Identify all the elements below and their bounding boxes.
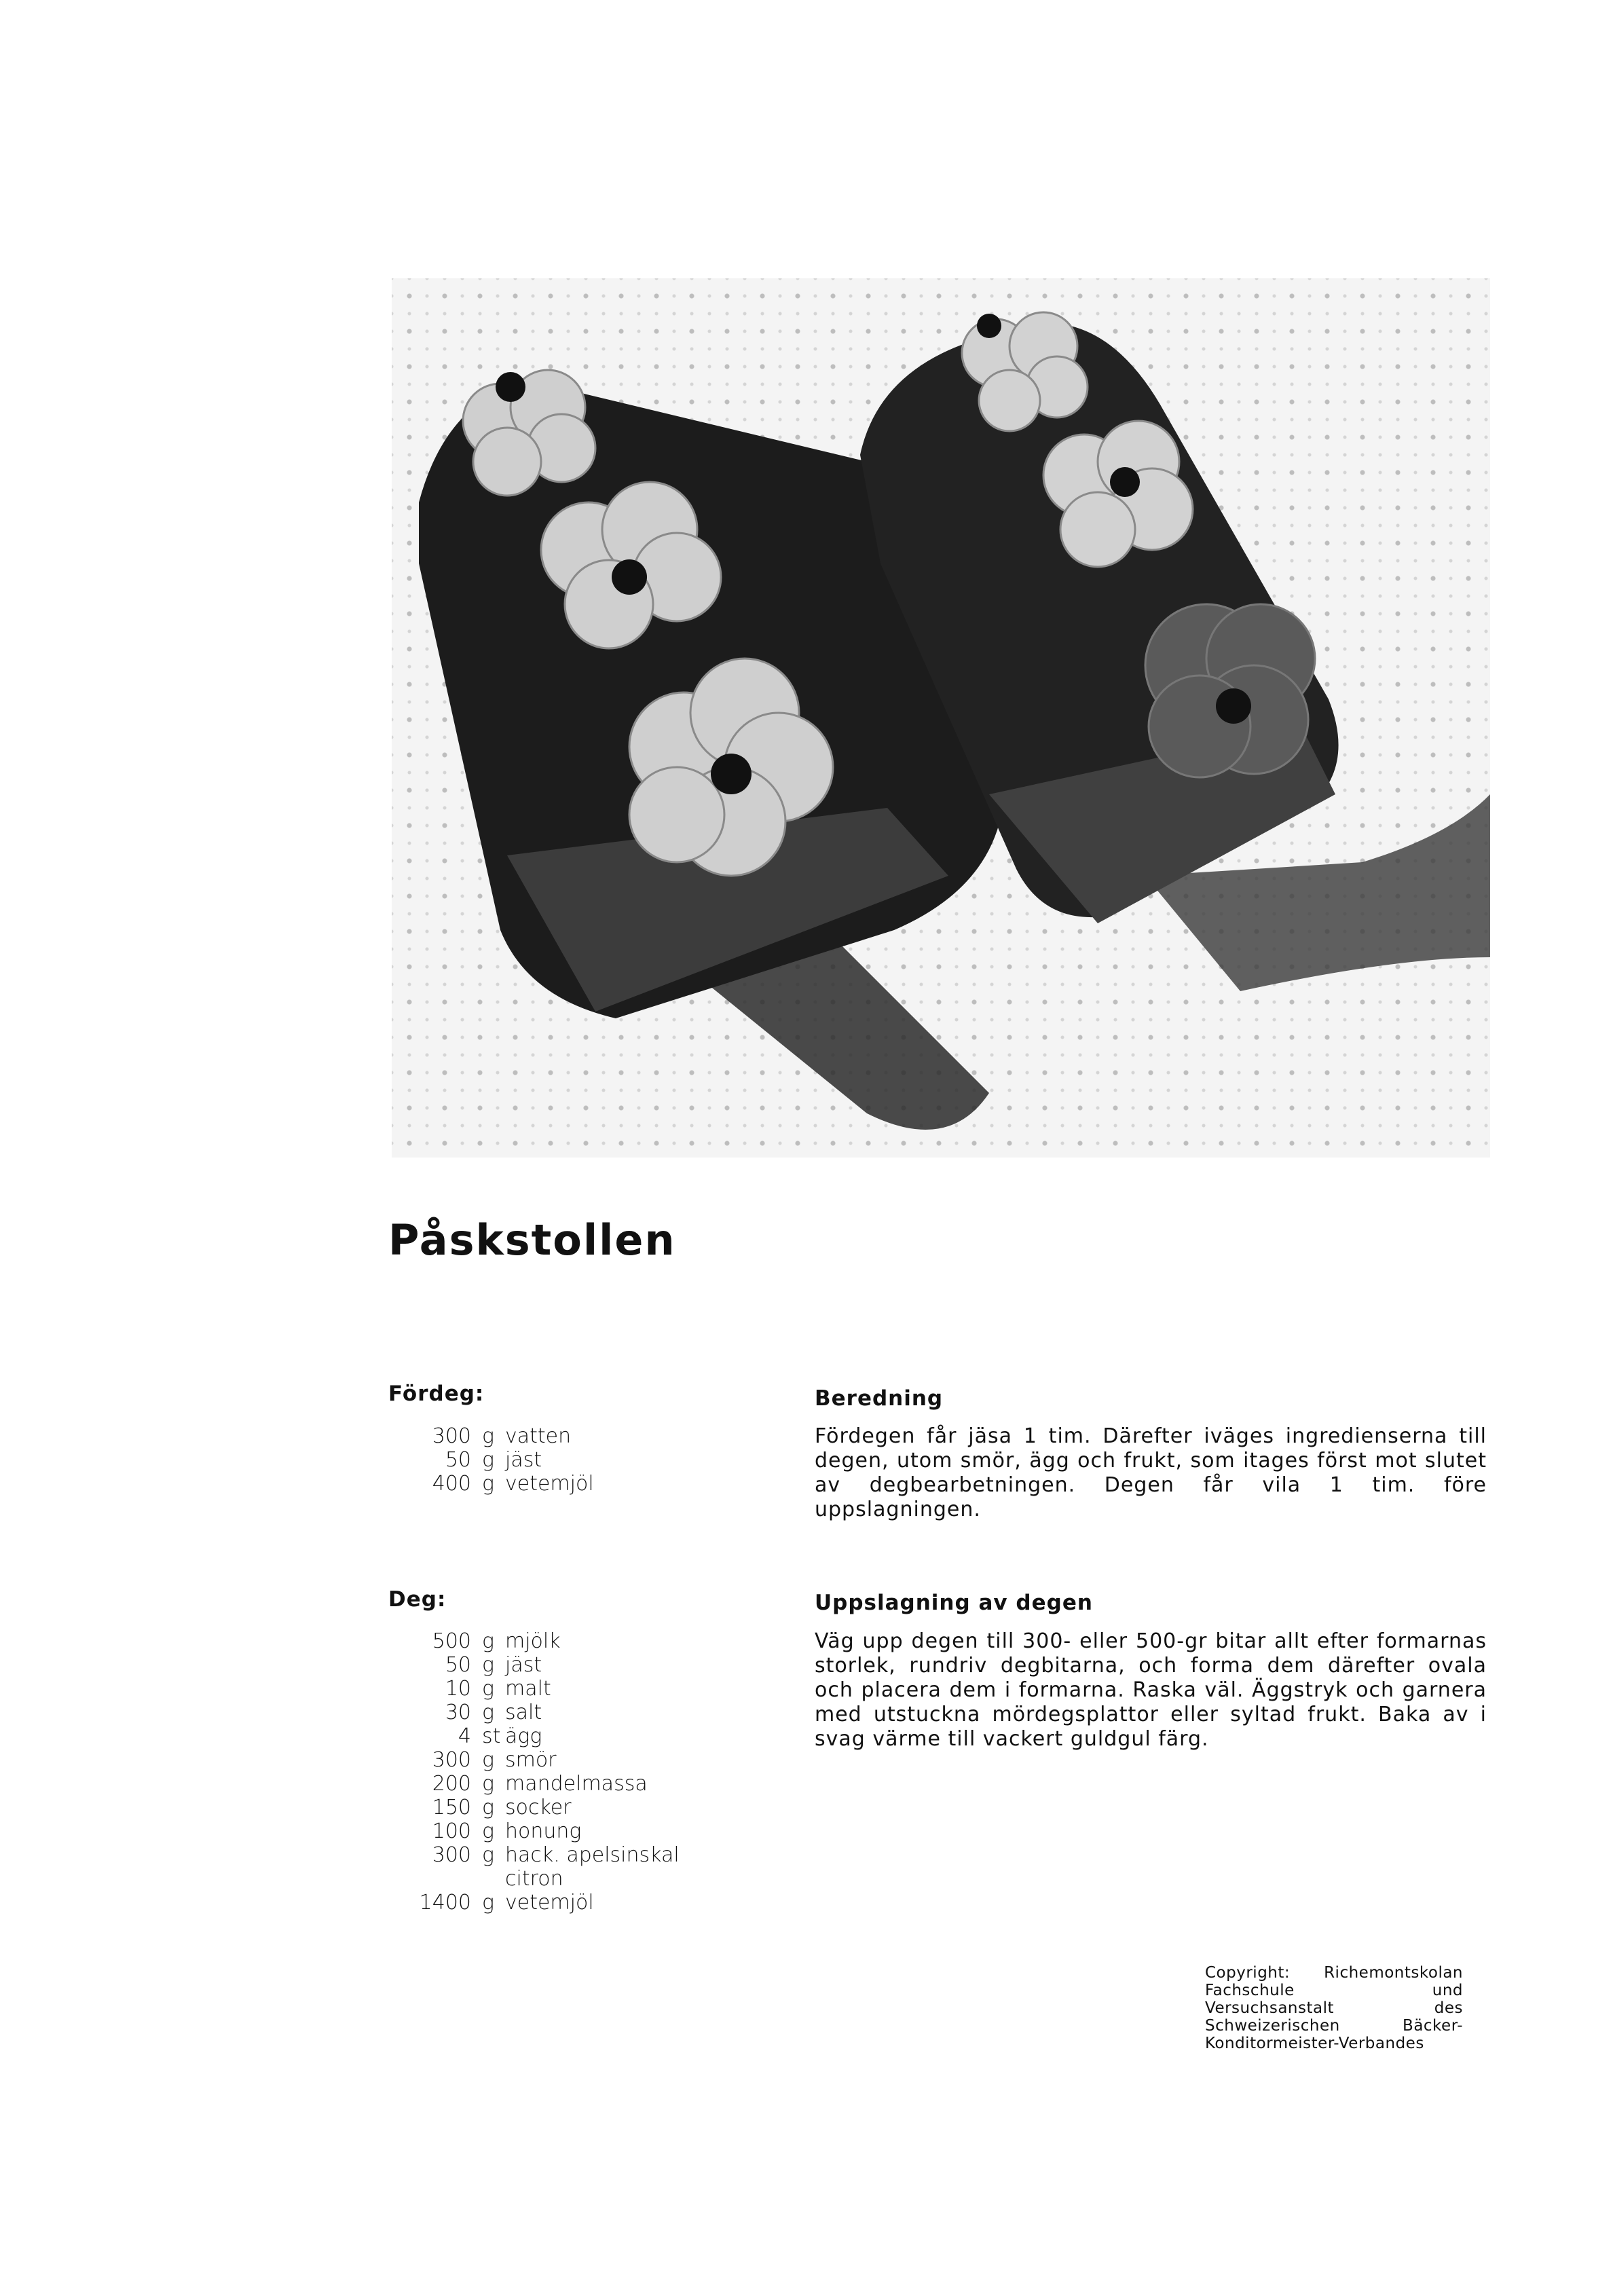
ingredient-qty: 400: [432, 1472, 471, 1496]
ingredient-name: vatten: [505, 1424, 572, 1448]
ingredient-qty: 30: [445, 1701, 471, 1724]
fordeg-ingredient-list: [388, 1424, 594, 1496]
beredning-text: Fördegen får jäsa 1 tim. Därefter iväges ingredienserna till degen, utom smör, ägg och frukt, som itages först mot slutet av degbearbetningen. Degen får vila 1 tim. före uppslagningen.: [815, 1424, 1487, 1521]
stollen-photo: [392, 278, 1490, 1158]
ingredient-name: salt: [505, 1701, 542, 1724]
ingredient-qty: 4: [458, 1724, 471, 1748]
uppslagning-heading: Uppslagning av degen: [815, 1591, 1093, 1615]
list-item: [388, 1843, 680, 1867]
ingredient-name: vetemjöl: [505, 1472, 594, 1496]
ingredient-qty: 1400: [419, 1891, 471, 1914]
ingredient-qty: 300: [432, 1843, 471, 1867]
list-item: [388, 1701, 680, 1724]
ingredient-unit: g: [482, 1748, 495, 1772]
list-item: [388, 1448, 594, 1472]
list-item: [388, 1472, 594, 1496]
recipe-title: Påskstollen: [388, 1215, 676, 1265]
list-item: [388, 1424, 594, 1448]
list-item: [388, 1724, 680, 1748]
ingredient-name: citron: [505, 1867, 563, 1891]
list-item: [388, 1772, 680, 1796]
ingredient-name: malt: [505, 1677, 551, 1701]
ingredient-unit: g: [482, 1843, 495, 1867]
ingredient-qty: [388, 1867, 482, 1891]
ingredient-qty: 100: [432, 1819, 471, 1843]
ingredient-unit: g: [482, 1653, 495, 1677]
list-item: [388, 1677, 680, 1701]
uppslagning-text: Väg upp degen till 300- eller 500-gr bitar allt efter formarnas storlek, rundriv degbitarna, och forma dem därefter ovala och placera dem i formarna. Raska väl. Äggstryk och garnera med utstuckna mördegsplattor eller syltad frukt. Baka av i svag värme till vackert guldgul färg.: [815, 1629, 1487, 1751]
ingredient-unit: [482, 1867, 505, 1891]
ingredient-qty: 200: [432, 1772, 471, 1796]
list-item: [388, 1629, 680, 1653]
list-item: [388, 1748, 680, 1772]
ingredient-name: socker: [505, 1796, 572, 1819]
ingredient-name: vetemjöl: [505, 1891, 594, 1914]
copyright-notice: Copyright: Richemontskolan Fachschule und Versuchsanstalt des Schweizerischen Bäcker-Konditormeister-Verbandes: [1205, 1964, 1463, 2052]
ingredient-unit: g: [482, 1796, 495, 1819]
deg-ingredient-list: [388, 1629, 680, 1914]
ingredient-unit: g: [482, 1701, 495, 1724]
list-item: [388, 1653, 680, 1677]
ingredient-qty: 50: [445, 1653, 471, 1677]
list-item: [388, 1796, 680, 1819]
deg-heading: Deg:: [388, 1587, 447, 1612]
ingredient-name: mjölk: [505, 1629, 561, 1653]
ingredient-unit: g: [482, 1772, 495, 1796]
ingredient-name: mandelmassa: [505, 1772, 648, 1796]
ingredient-name: hack. apelsinskal: [505, 1843, 680, 1867]
list-item: [388, 1891, 680, 1914]
ingredient-unit: g: [482, 1448, 495, 1472]
beredning-heading: Beredning: [815, 1386, 944, 1411]
stollen-photo-illustration: [392, 278, 1490, 1158]
ingredient-name: smör: [505, 1748, 557, 1772]
ingredient-qty: 300: [432, 1748, 471, 1772]
ingredient-unit: g: [482, 1472, 495, 1496]
ingredient-name: jäst: [505, 1653, 542, 1677]
ingredient-qty: 50: [445, 1448, 471, 1472]
fordeg-heading: Fördeg:: [388, 1382, 485, 1406]
ingredient-qty: 10: [445, 1677, 471, 1701]
list-item: [388, 1867, 680, 1891]
ingredient-unit: st: [482, 1724, 501, 1748]
ingredient-unit: g: [482, 1677, 495, 1701]
ingredient-name: ägg: [505, 1724, 542, 1748]
ingredient-qty: 150: [432, 1796, 471, 1819]
ingredient-unit: g: [482, 1891, 495, 1914]
ingredient-name: honung: [505, 1819, 582, 1843]
ingredient-qty: 500: [432, 1629, 471, 1653]
ingredient-name: jäst: [505, 1448, 542, 1472]
ingredient-unit: g: [482, 1424, 495, 1448]
ingredient-unit: g: [482, 1629, 495, 1653]
ingredient-unit: g: [482, 1819, 495, 1843]
ingredient-qty: 300: [432, 1424, 471, 1448]
list-item: [388, 1819, 680, 1843]
